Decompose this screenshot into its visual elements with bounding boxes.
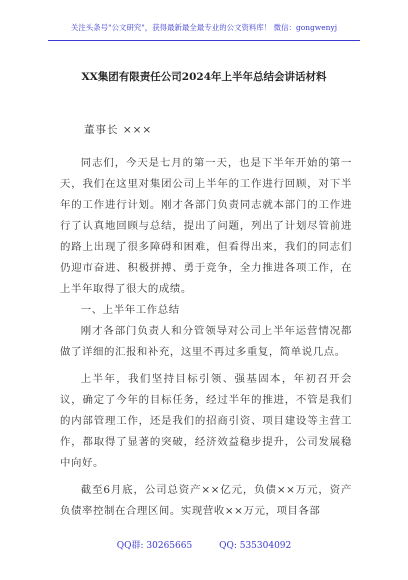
- footer-qq: QQ: 535304092: [219, 541, 292, 551]
- footer-qq-group: QQ群: 30265665: [116, 541, 193, 551]
- section-heading: 一、上半年工作总结: [80, 304, 180, 316]
- paragraph-summary-intro: 刚才各部门负责人和分管领导对公司上半年运营情况都做了详细的汇报和补充，这里不再过多重复，简单说几点。: [60, 325, 352, 358]
- paragraph-figures: 截至6月底，公司总资产××亿元，负债××万元，资产负债率控制在合理区间。实现营收××万元，项目各部: [60, 484, 352, 517]
- document-body: [60, 153, 352, 522]
- speaker-line: 董事长 ×××: [84, 124, 153, 136]
- paragraph-first-half: 上半年，我们坚持目标引领、强基固本，年初召开会议，确定了今年的目标任务，经过半年的推进，不管是我们的内部管理工作，还是我们的招商引资、项目建设等主营工作，都取得了显著的突破，经济效益稳步提升，公司发展稳中向好。: [60, 373, 352, 469]
- header-divider: [48, 40, 360, 41]
- footer-contacts: [0, 538, 408, 551]
- header-banner: 关注头条号"公文研究"，获得最新最全最专业的公文资料库！ 微信：gongwenyj: [70, 23, 338, 32]
- document-title: XX集团有限责任公司2024年上半年总结会讲话材料: [81, 71, 327, 83]
- paragraph-opening: 同志们，今天是七月的第一天，也是下半年开始的第一天，我们在这里对集团公司上半年的工作进行回顾，对下半年的工作进行计划。刚才各部门负责同志就本部门的工作进行了认真地回顾与总结，提出了问题，列出了计划尽管前进的路上出现了很多障碍和困难，但看得出来，我们的同志们仍迎市奋进、积极拼搏、勇于竞争，全力推进各项工作，在上半年取得了很大的成绩。: [60, 157, 352, 295]
